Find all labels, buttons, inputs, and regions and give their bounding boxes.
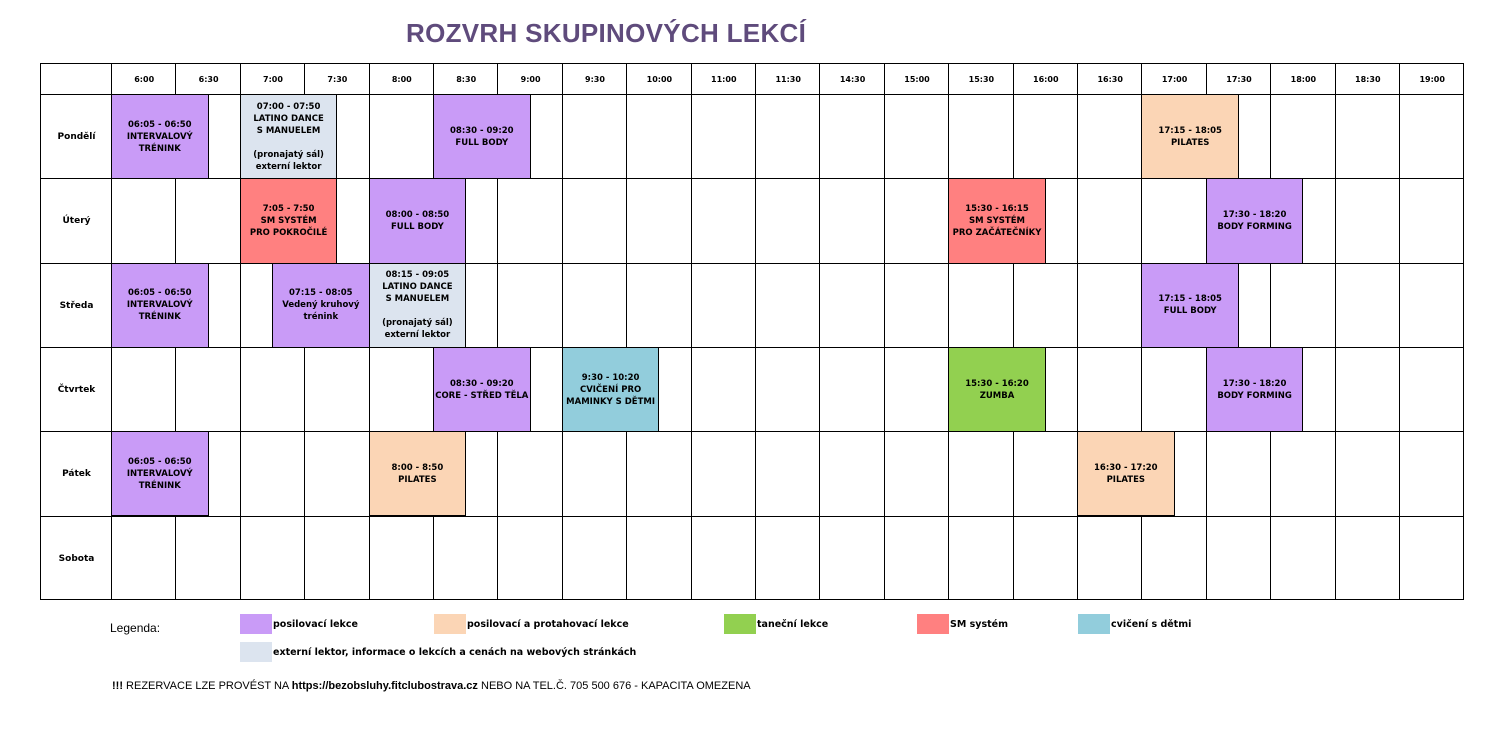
time-header: 6:00 (134, 75, 155, 84)
legend-text: SM systém (950, 619, 1008, 630)
lesson-block: 15:30 - 16:20 ZUMBA (948, 347, 1046, 432)
time-header: 16:30 (1097, 75, 1123, 84)
schedule-grid (40, 63, 1464, 600)
grid-column-line (755, 64, 756, 599)
lesson-block: 06:05 - 06:50 INTERVALOVÝ TRÉNINK (111, 94, 209, 179)
time-header: 17:00 (1161, 75, 1188, 84)
lesson-block: 07:15 - 08:05 Vedený kruhový trénink (272, 263, 370, 348)
time-header: 8:30 (456, 75, 477, 84)
lesson-block: 08:30 - 09:20 FULL BODY (433, 94, 531, 179)
lesson-block: 06:05 - 06:50 INTERVALOVÝ TRÉNINK (111, 431, 209, 516)
time-header: 7:30 (327, 75, 348, 84)
time-header: 10:00 (646, 75, 673, 84)
reservation-note (112, 680, 751, 692)
time-header: 16:00 (1033, 75, 1059, 84)
lesson-block: 9:30 - 10:20 CVIČENÍ PRO MAMINKY S DĚTMI (562, 347, 660, 432)
lesson-block: 8:00 - 8:50 PILATES (369, 431, 467, 516)
grid-column-line (819, 64, 820, 599)
lesson-block: 07:00 - 07:50 LATINO DANCE S MANUELEM (pronajatý sál) externí lektor (240, 94, 338, 179)
time-header: 17:30 (1226, 75, 1252, 84)
time-header: 11:00 (711, 75, 737, 84)
legend-swatch (724, 614, 756, 634)
time-header: 9:30 (585, 75, 605, 84)
day-label: Úterý (62, 216, 91, 227)
legend-swatch (917, 614, 949, 634)
legend-swatch (434, 614, 466, 634)
note-text-2: NEBO NA TEL.Č. 705 500 676 - KAPACITA OMEZENA (477, 680, 751, 692)
grid-row-line (41, 516, 1463, 517)
time-header: 18:30 (1355, 75, 1381, 84)
note-prefix: !!! (112, 680, 123, 692)
grid-column-line (1399, 64, 1400, 599)
time-header: 8:00 (391, 75, 412, 84)
time-header: 18:00 (1290, 75, 1317, 84)
time-header: 7:00 (263, 75, 283, 84)
day-label: Sobota (58, 553, 95, 564)
lesson-block: 08:15 - 09:05 LATINO DANCE S MANUELEM (pronajatý sál) externí lektor (369, 263, 467, 348)
lesson-block: 17:15 - 18:05 FULL BODY (1141, 263, 1239, 348)
page-title: ROZVRH SKUPINOVÝCH LEKCÍ (406, 18, 807, 48)
note-text-1: REZERVACE LZE PROVÉST NA (123, 680, 292, 692)
lesson-block: 06:05 - 06:50 INTERVALOVÝ TRÉNINK (111, 263, 209, 348)
day-label: Pondělí (57, 132, 96, 143)
legend-text: taneční lekce (757, 619, 829, 630)
time-header: 15:00 (904, 75, 930, 84)
legend-swatch (240, 614, 272, 634)
grid-column-line (1013, 64, 1014, 599)
time-header: 9:00 (520, 75, 541, 84)
grid-column-line (884, 64, 885, 599)
grid-column-line (626, 64, 627, 599)
time-header: 14:30 (839, 75, 866, 84)
lesson-block: 17:15 - 18:05 PILATES (1141, 94, 1239, 179)
reservation-link[interactable]: https://bezobsluhy.fitclubostrava.cz (291, 680, 478, 692)
legend-text: cvičení s dětmi (1111, 619, 1192, 630)
lesson-block: 08:00 - 08:50 FULL BODY (369, 178, 467, 263)
grid-column-line (1077, 64, 1078, 599)
grid-column-line (691, 64, 692, 599)
time-header: 11:30 (775, 75, 801, 84)
legend-swatch (1078, 614, 1110, 634)
time-header: 19:00 (1419, 75, 1445, 84)
legend-swatch (240, 642, 272, 662)
time-header: 15:30 (968, 75, 995, 84)
lesson-block: 17:30 - 18:20 BODY FORMING (1206, 178, 1304, 263)
time-header: 6:30 (198, 75, 219, 84)
legend-text: posilovací a protahovací lekce (467, 619, 629, 630)
legend-text: posilovací lekce (273, 619, 358, 630)
lesson-block: 08:30 - 09:20 CORE - STŘED TĚLA (433, 347, 531, 432)
grid-column-line (562, 64, 563, 599)
legend-label: Legenda: (110, 621, 161, 635)
lesson-block: 17:30 - 18:20 BODY FORMING (1206, 347, 1304, 432)
grid-column-line (1270, 64, 1271, 599)
day-label: Čtvrtek (57, 385, 96, 396)
lesson-block: 16:30 - 17:20 PILATES (1077, 431, 1175, 516)
legend-text: externí lektor, informace o lekcích a cenách na webových stránkách (273, 647, 637, 658)
lesson-block: 15:30 - 16:15 SM SYSTÉM PRO ZAČÁTEČNÍKY (948, 178, 1046, 263)
day-label: Pátek (62, 469, 91, 480)
lesson-block: 7:05 - 7:50 SM SYSTÉM PRO POKROČILÉ (240, 178, 338, 263)
grid-column-line (1335, 64, 1336, 599)
grid-column-line (948, 64, 949, 599)
day-label: Středa (59, 300, 94, 311)
